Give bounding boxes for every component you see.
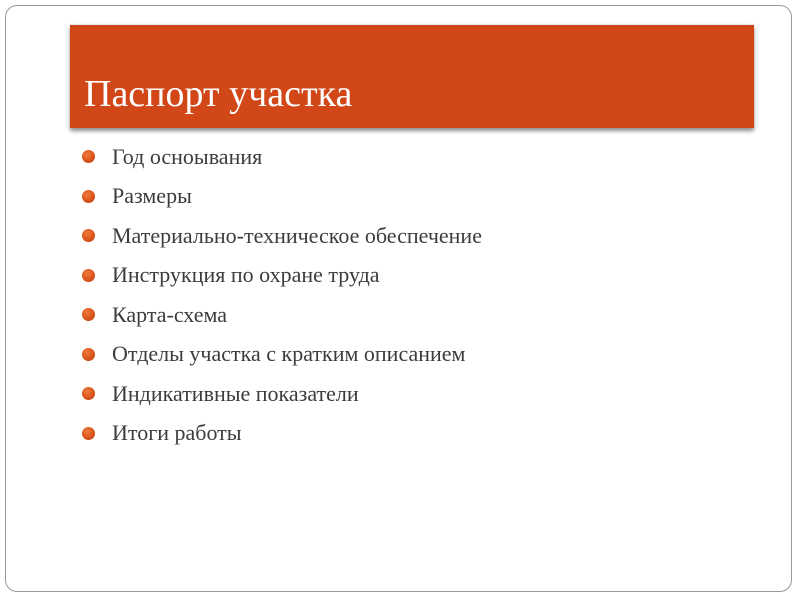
bullet-dot-icon xyxy=(82,427,95,440)
list-item-label: Год осноывания xyxy=(112,143,263,169)
bullet-dot-icon xyxy=(82,348,95,361)
bullet-dot-icon xyxy=(82,190,95,203)
list-item-label: Размеры xyxy=(112,183,192,209)
bullet-dot-icon xyxy=(82,387,95,400)
list-item-label: Материально-техническое обеспечение xyxy=(112,222,482,248)
list-item xyxy=(82,216,482,256)
list-item-label: Итоги работы xyxy=(112,420,242,446)
list-item xyxy=(82,256,482,296)
list-item-label: Карта-схема xyxy=(112,301,228,327)
bullet-dot-icon xyxy=(82,150,95,163)
list-item xyxy=(82,414,482,454)
slide-title: Паспорт участка xyxy=(84,73,353,115)
list-item-label: Инструкция по охране труда xyxy=(112,262,380,288)
list-item-label: Индикативные показатели xyxy=(112,380,359,406)
bullet-dot-icon xyxy=(82,229,95,242)
bullet-dot-icon xyxy=(82,308,95,321)
bullet-list xyxy=(82,137,482,453)
bullet-dot-icon xyxy=(82,269,95,282)
list-item xyxy=(82,295,482,335)
list-item xyxy=(82,335,482,375)
list-item-label: Отделы участка с кратким описанием xyxy=(112,341,466,367)
list-item xyxy=(82,177,482,217)
list-item xyxy=(82,374,482,414)
list-item xyxy=(82,137,482,177)
